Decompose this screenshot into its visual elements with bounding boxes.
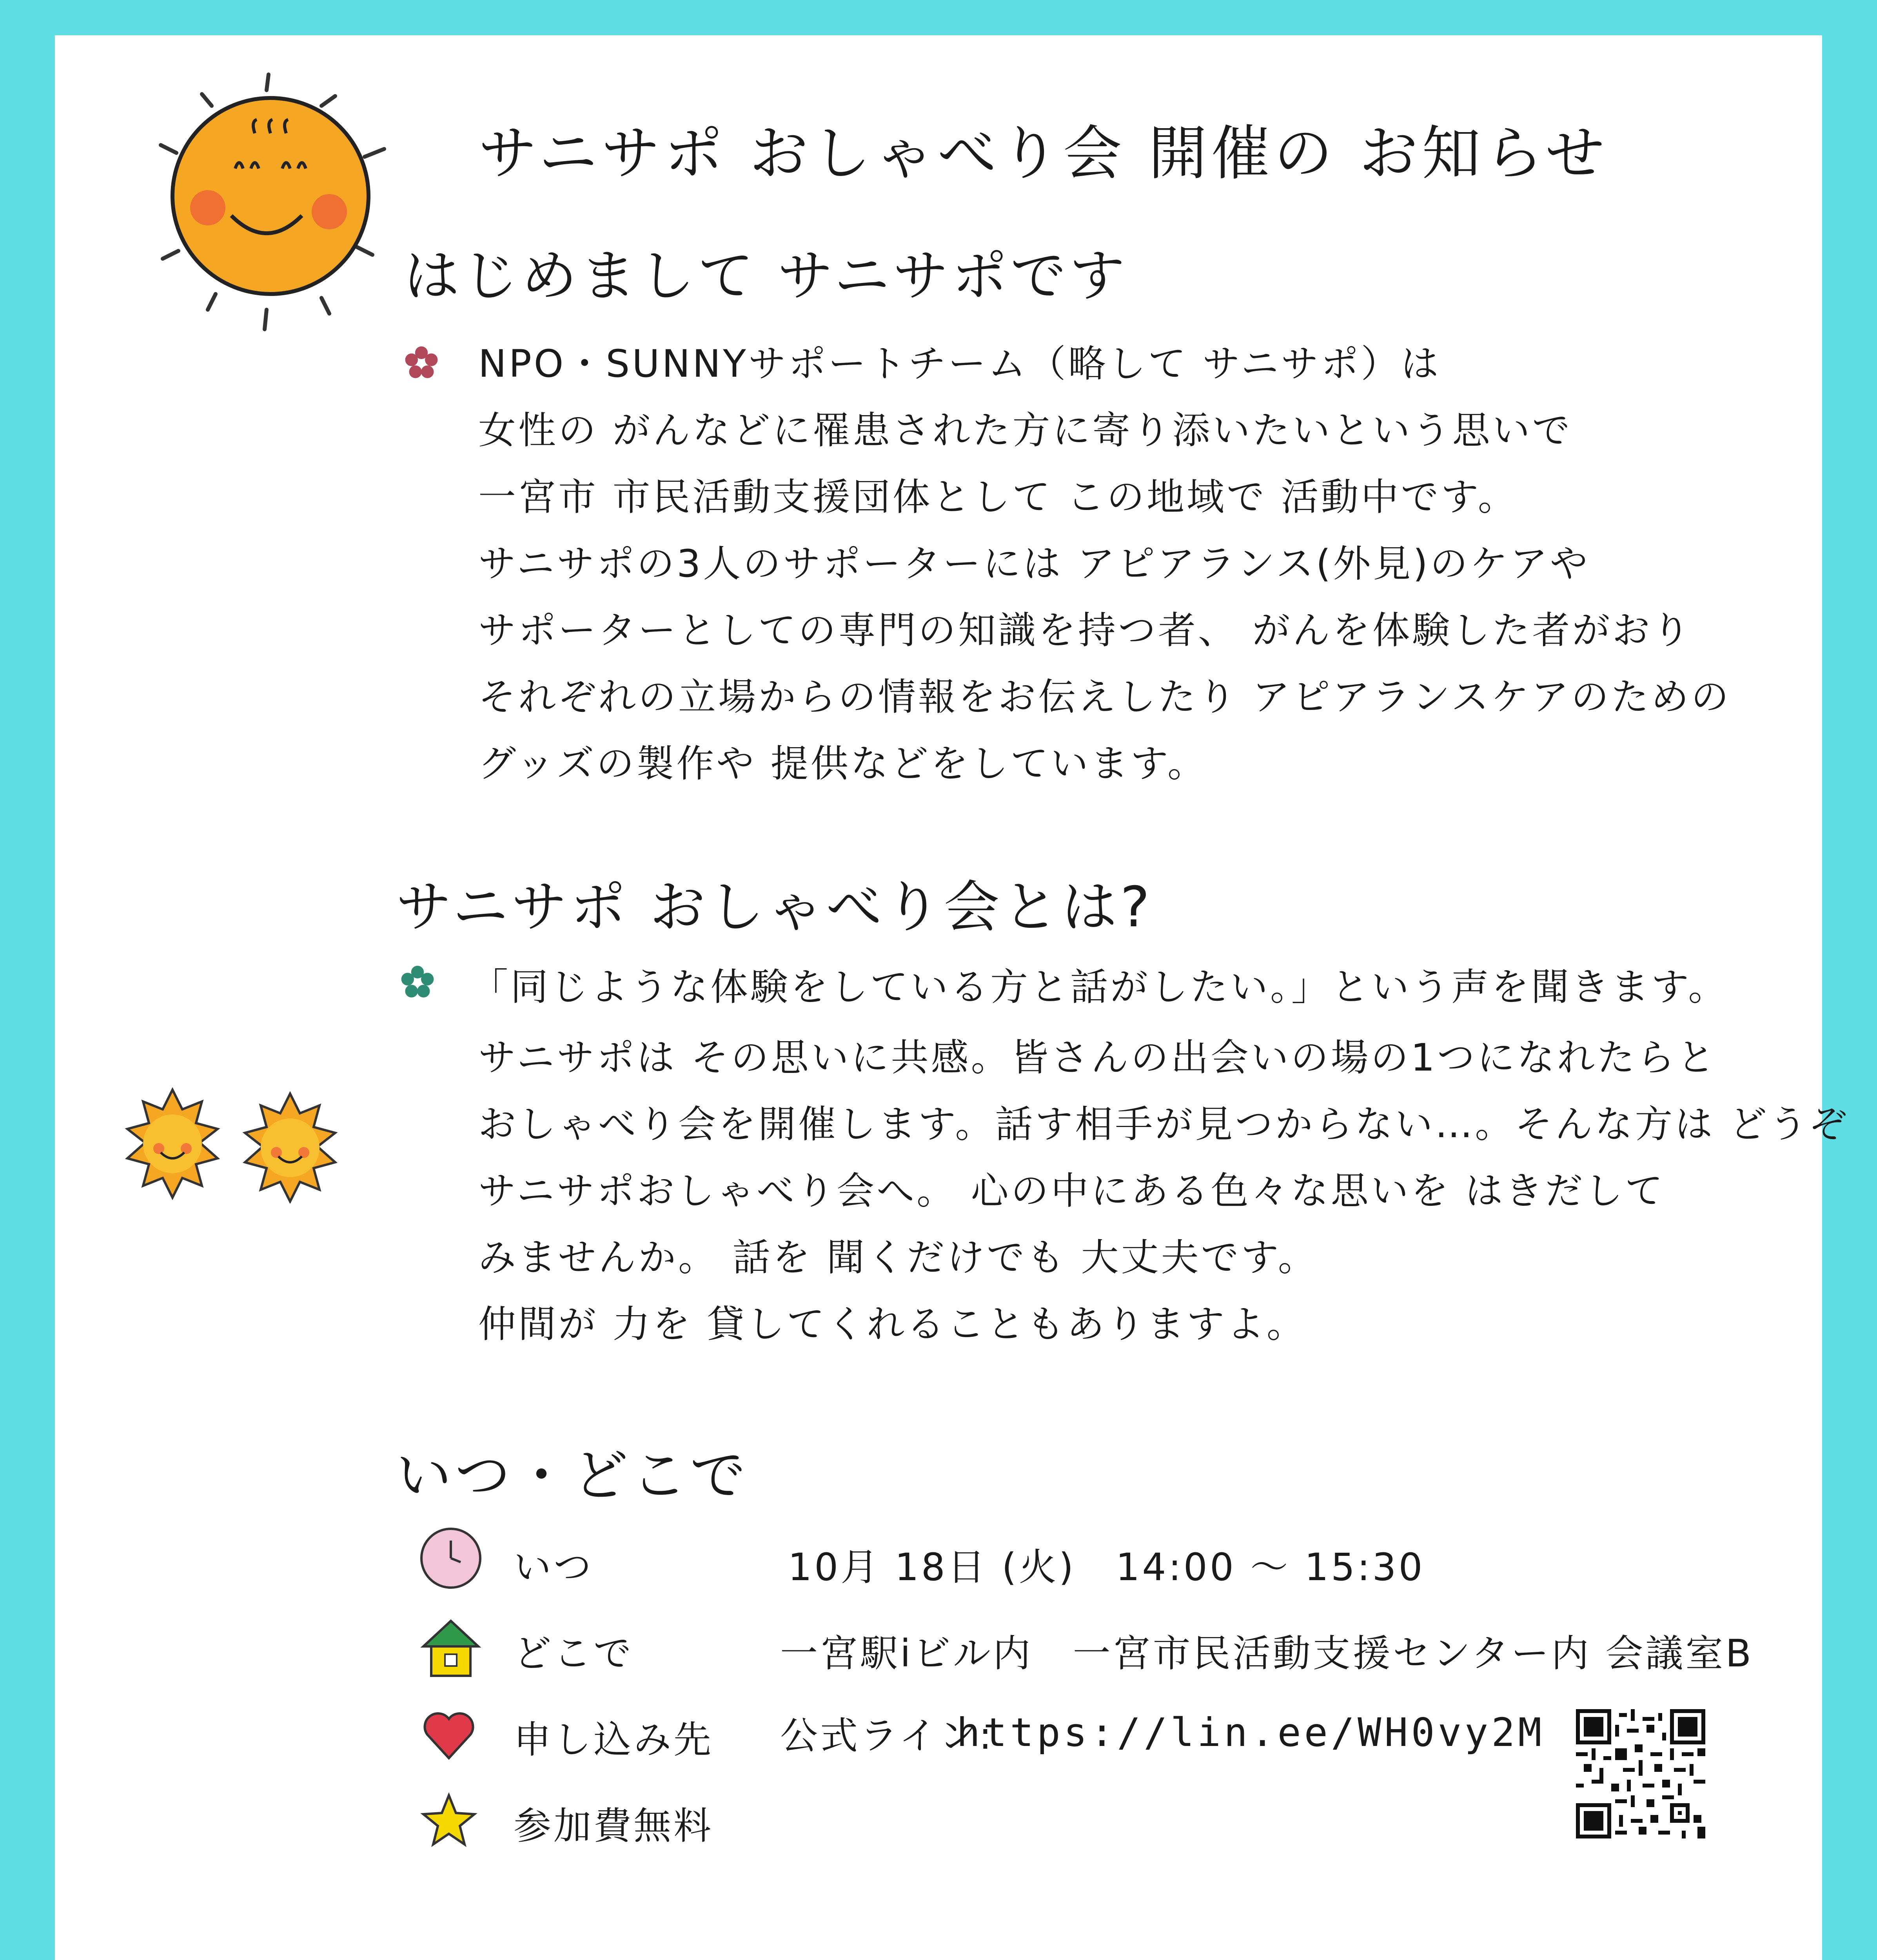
small-sun-icon <box>118 1086 353 1203</box>
requests-heading <box>392 1952 627 1960</box>
apply-prefix: 公式ライン: <box>780 1714 994 1758</box>
where-label: どこで <box>514 1632 634 1675</box>
when-label: いつ <box>514 1545 594 1589</box>
when-where-heading: いつ・どこで <box>396 1443 749 1508</box>
flyer-page <box>55 35 1849 1960</box>
intro-line: それぞれの立場からの情報をお伝えしたり アピアランスケアのための <box>478 675 1731 719</box>
intro-line: サニサポの3人のサポーターには アピアランス(外見)のケアや <box>478 542 1590 586</box>
where-value: 一宮駅iビル内 一宮市民活動支援センター内 会議室B <box>780 1632 1754 1675</box>
about-heading: サニサポ おしゃべり会とは? <box>396 875 1153 940</box>
intro-line: NPO・SUNNYサポートチーム（略して サニサポ）は <box>478 342 1441 386</box>
qr-code-icon[interactable] <box>1576 1709 1705 1838</box>
fee-label: 参加費無料 <box>514 1804 713 1848</box>
page-title: サニサポ おしゃべり会 開催の お知らせ <box>478 120 1608 188</box>
about-line: 仲間が 力を 貸してくれることもありますよ。 <box>478 1302 1307 1346</box>
about-line: おしゃべり会を開催します。話す相手が見つからない…。そんな方は どうぞ <box>478 1102 1849 1146</box>
star-icon <box>419 1791 478 1850</box>
apply-url-link[interactable]: https://lin.ee/WH0vy2M <box>957 1710 1545 1755</box>
flower-icon <box>404 345 439 380</box>
when-value: 10月 18日 (火) 14:00 ～ 15:30 <box>788 1545 1425 1589</box>
intro-line: サポーターとしての専門の知識を持つ者、 がんを体験した者がおり <box>478 608 1692 652</box>
intro-line: 女性の がんなどに罹患された方に寄り添いたいという思いで <box>478 408 1572 452</box>
about-line: サニサポおしゃべり会へ。 心の中にある色々な思いを はきだして <box>478 1169 1665 1213</box>
about-line: みませんか。 話を 聞くだけでも 大丈夫です。 <box>478 1236 1318 1279</box>
house-illustration <box>122 1956 357 1960</box>
heart-icon <box>419 1705 478 1764</box>
flower-icon <box>400 964 435 1000</box>
intro-line: グッズの製作や 提供などをしています。 <box>478 742 1208 786</box>
sun-icon <box>118 67 416 349</box>
house-icon <box>418 1615 484 1682</box>
about-line: サニサポは その思いに共感。皆さんの出会いの場の1つになれたらと <box>478 1036 1717 1080</box>
about-line: 「同じような体験をしている方と話がしたい。」という声を聞きます。 <box>470 965 1728 1009</box>
apply-label: 申し込み先 <box>514 1718 713 1762</box>
clock-icon <box>418 1525 484 1592</box>
intro-heading: はじめまして サニサポです <box>404 244 1128 309</box>
intro-line: 一宮市 市民活動支援団体として この地域で 活動中です。 <box>478 475 1518 519</box>
